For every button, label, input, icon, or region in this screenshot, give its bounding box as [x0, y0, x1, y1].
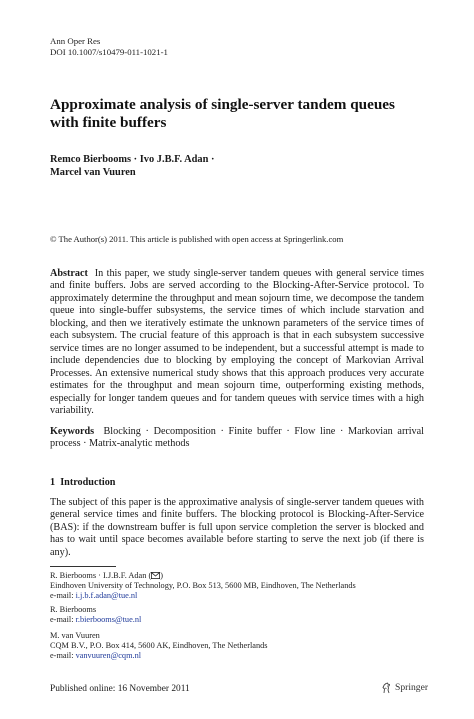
paper-title-line-2: with finite buffers: [50, 114, 167, 131]
footnote-affiliation-1: Eindhoven University of Technology, P.O. Box 513, 5600 MB, Eindhoven, The Netherlands: [50, 581, 356, 590]
keywords-label: Keywords: [50, 426, 95, 437]
abstract-label: Abstract: [50, 268, 88, 279]
authors-line-2: Marcel van Vuuren: [50, 167, 136, 178]
email-prefix: e-mail:: [50, 651, 76, 660]
footnote-author-1-names: R. Bierbooms · I.J.B.F. Adan (: [50, 571, 152, 580]
envelope-icon: [151, 572, 160, 579]
introduction-paragraph: The subject of this paper is the approximative analysis of single-server tandem queues with general service times and finite buffers. The blocking protocol is Blocking-After-Service (BAS): if the downstream buffer is full upon service completion the server is blocked and has to wait until space becomes available before starting to serve the next job (if there is any).: [50, 497, 424, 558]
footnote-email-3-line: [50, 651, 141, 661]
footnote-author-1: [50, 571, 163, 581]
footnote-email-2-line: [50, 615, 141, 625]
publisher-name: Springer: [395, 682, 429, 693]
springer-horse-icon: [381, 682, 392, 694]
section-title: Introduction: [60, 477, 116, 488]
keywords: [50, 426, 424, 451]
publisher-logo: [381, 682, 428, 694]
section-heading: [50, 476, 115, 489]
footnote-author-1-paren: ): [160, 571, 163, 580]
published-date: Published online: 16 November 2011: [50, 684, 190, 694]
footnote-email-1-line: [50, 591, 137, 601]
footnote-author-3: M. van Vuuren: [50, 631, 100, 640]
footnote-affiliation-3: CQM B.V., P.O. Box 414, 5600 AK, Eindhoven, The Netherlands: [50, 641, 268, 650]
email-link-bierbooms[interactable]: r.bierbooms@tue.nl: [75, 615, 142, 624]
authors-line-1: Remco Bierbooms · Ivo J.B.F. Adan ·: [50, 154, 215, 165]
section-number: 1: [50, 477, 56, 488]
doi: DOI 10.1007/s10479-011-1021-1: [50, 47, 168, 57]
keywords-text: Blocking · Decomposition · Finite buffer · Flow line · Markovian arrival process · Matrix-analytic methods: [50, 426, 425, 450]
abstract-text: In this paper, we study single-server tandem queues with general service times and finite buffers. Jobs are served according to the Blocking-After-Service protocol. To approximately determine the throughput and mean sojourn time, we decompose the tandem queue into single-buffer subsystems, the service times of which include starvation and blocking, and then we iteratively estimate the unknown parameters of the service times of each subsystem. The crucial feature of this approach is that in each subsystem successive service times are no longer assumed to be independent, but a successful attempt is made to include dependencies due to blocking by employing the concept of Markovian Arrival Processes. An extensive numerical study shows that this approach produces very accurate estimates for the throughput and mean sojourn time, outperforming existing methods, especially for longer tandem queues and for tandem queues with service times with a high variability.: [50, 268, 424, 416]
copyright-notice: © The Author(s) 2011. This article is published with open access at Springerlink.com: [50, 234, 344, 244]
email-link-vanvuuren[interactable]: vanvuuren@cqm.nl: [75, 651, 142, 660]
email-link-adan[interactable]: i.j.b.f.adan@tue.nl: [75, 591, 138, 600]
email-prefix: e-mail:: [50, 591, 76, 600]
journal-name: Ann Oper Res: [50, 36, 101, 46]
email-prefix: e-mail:: [50, 615, 76, 624]
footnote-author-2: R. Bierbooms: [50, 605, 97, 614]
abstract: [50, 268, 424, 417]
footnote-divider: [50, 566, 116, 567]
paper-title-line-1: Approximate analysis of single-server tandem queues: [50, 96, 395, 113]
